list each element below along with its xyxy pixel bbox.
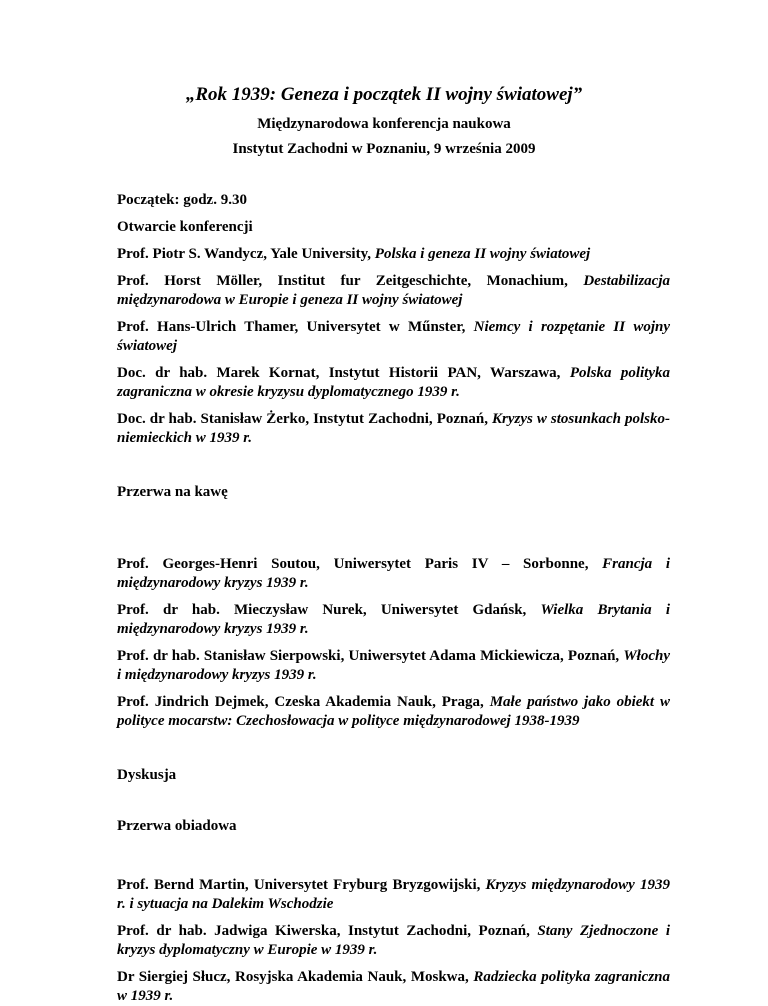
talk-speaker: Dr Siergiej Słucz, Rosyjska Akademia Nauk, Moskwa, [117, 969, 469, 985]
discussion: Dyskusja [117, 767, 177, 783]
talk-speaker: Prof. Jindrich Dejmek, Czeska Akademia Nauk, Praga, [117, 694, 484, 710]
talk-title: Małe państwo jako obiekt w polityce mocarstw: Czechosłowacja w polityce międzynarodowej 1938-1939 [117, 694, 670, 729]
talk-title: Polska polityka zagraniczna w okresie kryzysu dyplomatycznego 1939 r. [117, 365, 671, 400]
lunch-break: Przerwa obiadowa [117, 818, 237, 834]
talk-entry [117, 272, 670, 310]
talk-speaker: Doc. dr hab. Marek Kornat, Instytut Historii PAN, Warszawa, [117, 365, 561, 381]
talk-entry [117, 647, 670, 685]
talk-speaker: Prof. Hans-Ulrich Thamer, Universytet w Műnster, [117, 319, 466, 335]
talk-title: Radziecka polityka zagraniczna w 1939 r. [117, 969, 670, 1004]
conference-subtitle: Międzynarodowa konferencja naukowa [257, 116, 511, 132]
opening: Otwarcie konferencji [117, 219, 253, 235]
conference-title: „Rok 1939: Geneza i początek II wojny światowej” [185, 84, 583, 105]
talk-entry [117, 968, 670, 1006]
coffee-break: Przerwa na kawę [117, 484, 228, 500]
talk-entry [117, 245, 670, 264]
talk-speaker: Prof. Horst Möller, Institut fur Zeitgeschichte, Monachium, [117, 273, 568, 289]
talk-speaker: Prof. dr hab. Mieczysław Nurek, Uniwersytet Gdańsk, [117, 602, 527, 618]
talk-entry [117, 922, 670, 960]
talk-title: Destabilizacja międzynarodowa w Europie i geneza II wojny światowej [117, 273, 671, 308]
talk-title: Kryzys międzynarodowy 1939 r. i sytuacja na Dalekim Wschodzie [117, 877, 670, 912]
talk-entry [117, 555, 670, 593]
conference-venue: Instytut Zachodni w Poznaniu, 9 września 2009 [232, 141, 536, 157]
talk-speaker: Prof. Bernd Martin, Universytet Fryburg Bryzgowijski, [117, 877, 481, 893]
talk-speaker: Prof. dr hab. Stanisław Sierpowski, Uniwersytet Adama Mickiewicza, Poznań, [117, 648, 620, 664]
talk-entry [117, 601, 670, 639]
talk-entry [117, 410, 670, 448]
talk-title: Kryzys w stosunkach polsko-niemieckich w 1939 r. [117, 411, 670, 446]
talk-speaker: Prof. Georges-Henri Soutou, Uniwersytet Paris IV – Sorbonne, [117, 556, 589, 572]
start-time: Początek: godz. 9.30 [117, 192, 247, 208]
talk-entry [117, 693, 670, 731]
talk-speaker: Doc. dr hab. Stanisław Żerko, Instytut Zachodni, Poznań, [117, 411, 488, 427]
talk-speaker: Prof. dr hab. Jadwiga Kiwerska, Instytut Zachodni, Poznań, [117, 923, 530, 939]
talk-title: Stany Zjednoczone i kryzys dyplomatyczny w Europie w 1939 r. [117, 923, 671, 958]
talk-speaker: Prof. Piotr S. Wandycz, Yale University, [117, 246, 372, 262]
talk-title: Wielka Brytania i międzynarodowy kryzys 1939 r. [117, 602, 671, 637]
talk-entry [117, 364, 670, 402]
talk-title: Polska i geneza II wojny światowej [374, 246, 591, 262]
talk-title: Włochy i międzynarodowy kryzys 1939 r. [117, 648, 671, 683]
talk-entry [117, 876, 670, 914]
talk-title: Niemcy i rozpętanie II wojny światowej [117, 319, 671, 354]
talk-entry [117, 318, 670, 356]
talk-title: Francja i międzynarodowy kryzys 1939 r. [117, 556, 671, 591]
